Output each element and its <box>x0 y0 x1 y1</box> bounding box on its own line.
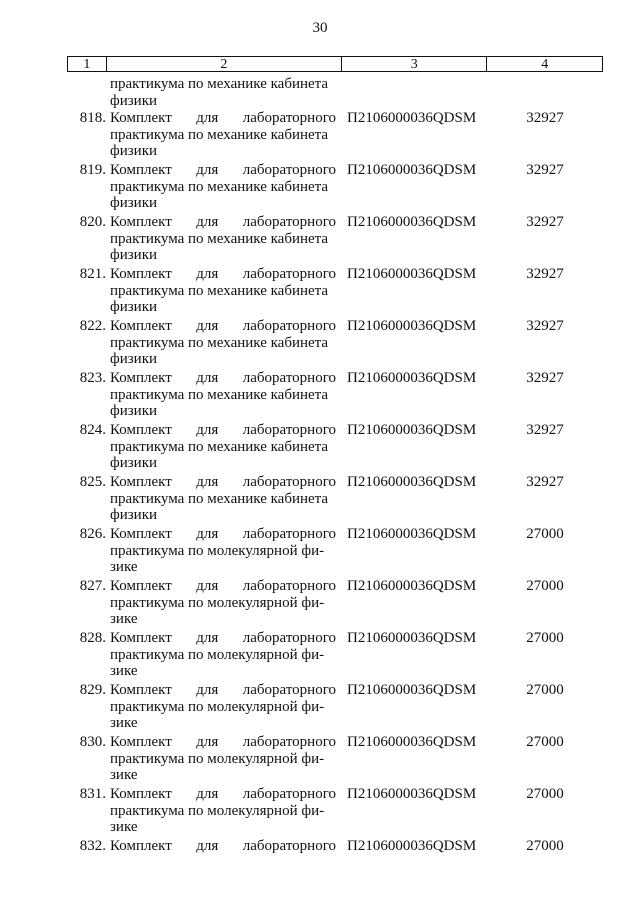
item-name-line <box>110 786 336 803</box>
item-name-word: Комплект <box>110 422 172 438</box>
table-body <box>0 76 640 890</box>
header-col-1: 1 <box>68 57 107 71</box>
item-name-word: Комплект <box>110 474 172 490</box>
item-name <box>110 318 336 368</box>
item-name-word: Комплект <box>110 318 172 334</box>
item-name-word: лабораторного <box>242 682 336 698</box>
table-row <box>0 162 640 214</box>
item-name-word: лабораторного <box>242 422 336 438</box>
header-col-2: 2 <box>107 57 342 71</box>
header-col-3: 3 <box>342 57 487 71</box>
item-number: 830. <box>79 734 106 750</box>
item-code: П2106000036QDSM <box>347 786 477 802</box>
table-row <box>0 786 640 838</box>
item-quantity: 27000 <box>526 734 564 750</box>
table-row <box>0 682 640 734</box>
item-quantity: 32927 <box>526 422 564 438</box>
item-name-line: практикума по механике кабинета <box>110 76 329 92</box>
item-number: 822. <box>79 318 106 334</box>
item-name-word: для <box>196 630 219 646</box>
item-code: П2106000036QDSM <box>347 630 477 646</box>
item-name-line: зике <box>110 559 138 575</box>
item-name-line: практикума по молекулярной фи- <box>110 750 325 767</box>
item-name-line: практикума по механике кабинета <box>110 282 329 299</box>
item-name-word: Комплект <box>110 162 172 178</box>
item-name-line: физики <box>110 247 158 263</box>
item-quantity: 27000 <box>526 526 564 542</box>
item-name-line <box>110 422 336 439</box>
item-name-line <box>110 526 336 543</box>
item-name-line <box>110 682 336 699</box>
item-number: 832. <box>79 838 106 854</box>
item-name-line: физики <box>110 143 158 159</box>
table-row <box>0 734 640 786</box>
item-number: 823. <box>79 370 106 386</box>
item-number: 819. <box>79 162 106 178</box>
item-name-line: практикума по молекулярной фи- <box>110 542 325 559</box>
item-name <box>110 422 336 472</box>
item-name <box>110 734 336 784</box>
item-name-word: лабораторного <box>242 630 336 646</box>
item-code: П2106000036QDSM <box>347 526 477 542</box>
item-quantity: 27000 <box>526 682 564 698</box>
item-name-word: для <box>196 474 219 490</box>
item-name-word: лабораторного <box>242 318 336 334</box>
item-name-line: физики <box>110 455 158 471</box>
item-code: П2106000036QDSM <box>347 214 477 230</box>
table-row <box>0 266 640 318</box>
item-name-line: практикума по молекулярной фи- <box>110 698 325 715</box>
item-code: П2106000036QDSM <box>347 578 477 594</box>
item-quantity: 32927 <box>526 162 564 178</box>
item-name-line <box>110 162 336 179</box>
item-number: 818. <box>79 110 106 126</box>
item-name-word: для <box>196 110 219 126</box>
item-number: 825. <box>79 474 106 490</box>
item-name-word: для <box>196 526 219 542</box>
table-row <box>0 578 640 630</box>
item-quantity: 32927 <box>526 370 564 386</box>
item-name-word: Комплект <box>110 578 172 594</box>
item-name-word: Комплект <box>110 370 172 386</box>
item-name-word: для <box>196 838 219 854</box>
item-name <box>110 578 336 628</box>
item-name-word: для <box>196 370 219 386</box>
item-name-word: Комплект <box>110 682 172 698</box>
item-name-word: для <box>196 422 219 438</box>
item-name-word: Комплект <box>110 526 172 542</box>
item-name-line <box>110 578 336 595</box>
item-name-word: Комплект <box>110 214 172 230</box>
item-name-word: для <box>196 318 219 334</box>
item-name-word: для <box>196 734 219 750</box>
item-name-line: практикума по механике кабинета <box>110 178 329 195</box>
item-code: П2106000036QDSM <box>347 110 477 126</box>
item-name-line <box>110 370 336 387</box>
table-row <box>0 838 640 890</box>
item-code: П2106000036QDSM <box>347 682 477 698</box>
item-quantity: 32927 <box>526 110 564 126</box>
item-name <box>110 526 336 576</box>
item-quantity: 27000 <box>526 630 564 646</box>
item-quantity: 27000 <box>526 838 564 854</box>
item-name-word: лабораторного <box>242 838 336 854</box>
item-name <box>110 110 336 160</box>
table-row <box>0 474 640 526</box>
item-number: 827. <box>79 578 106 594</box>
item-name-line: зике <box>110 715 138 731</box>
item-name-word: Комплект <box>110 110 172 126</box>
item-name-line: физики <box>110 195 158 211</box>
table-row-continuation <box>0 76 640 110</box>
item-name-line: практикума по механике кабинета <box>110 334 329 351</box>
item-name-word: лабораторного <box>242 370 336 386</box>
item-name-line: зике <box>110 611 138 627</box>
item-name-word: лабораторного <box>242 526 336 542</box>
item-name <box>110 162 336 212</box>
item-name-word: лабораторного <box>242 786 336 802</box>
table-rows <box>0 110 640 890</box>
item-name-word: лабораторного <box>242 734 336 750</box>
item-number: 829. <box>79 682 106 698</box>
item-name-word: лабораторного <box>242 162 336 178</box>
item-name-line: физики <box>110 403 158 419</box>
item-quantity: 27000 <box>526 578 564 594</box>
item-name-line <box>110 266 336 283</box>
item-name-word: для <box>196 786 219 802</box>
item-name-line <box>110 110 336 127</box>
item-name-word: лабораторного <box>242 578 336 594</box>
item-code: П2106000036QDSM <box>347 318 477 334</box>
table-row <box>0 630 640 682</box>
item-name-line: практикума по молекулярной фи- <box>110 802 325 819</box>
item-name <box>110 266 336 316</box>
item-name-line: практикума по молекулярной фи- <box>110 646 325 663</box>
item-code: П2106000036QDSM <box>347 370 477 386</box>
item-quantity: 32927 <box>526 266 564 282</box>
item-name <box>110 474 336 524</box>
item-name-word: лабораторного <box>242 110 336 126</box>
item-name-word: Комплект <box>110 266 172 282</box>
header-col-4: 4 <box>541 57 549 72</box>
item-name-line: зике <box>110 663 138 679</box>
item-code: П2106000036QDSM <box>347 162 477 178</box>
item-name <box>110 786 336 836</box>
item-name-line: практикума по механике кабинета <box>110 490 329 507</box>
table-row <box>0 110 640 162</box>
item-name-word: для <box>196 578 219 594</box>
item-name-line: практикума по механике кабинета <box>110 230 329 247</box>
item-name-line: физики <box>110 507 158 523</box>
item-name-word: лабораторного <box>242 214 336 230</box>
item-name-line: физики <box>110 299 158 315</box>
item-name-line <box>110 838 336 855</box>
item-name-line <box>110 214 336 231</box>
item-name <box>110 682 336 732</box>
item-quantity: 32927 <box>526 474 564 490</box>
item-name-word: лабораторного <box>242 474 336 490</box>
item-name-word: лабораторного <box>242 266 336 282</box>
item-name-line <box>110 474 336 491</box>
item-name <box>110 838 336 855</box>
item-name <box>110 76 336 109</box>
item-name-line: зике <box>110 819 138 835</box>
item-name <box>110 630 336 680</box>
item-name-word: для <box>196 162 219 178</box>
table-row <box>0 526 640 578</box>
item-number: 824. <box>79 422 106 438</box>
table-row <box>0 422 640 474</box>
item-name-line: практикума по механике кабинета <box>110 126 329 143</box>
item-name-line: физики <box>110 351 158 367</box>
item-code: П2106000036QDSM <box>347 734 477 750</box>
item-name-word: для <box>196 682 219 698</box>
table-row <box>0 318 640 370</box>
item-code: П2106000036QDSM <box>347 422 477 438</box>
item-name-word: Комплект <box>110 786 172 802</box>
item-number: 820. <box>79 214 106 230</box>
item-name-line: физики <box>110 92 158 109</box>
table-header <box>67 56 603 72</box>
page-number: 30 <box>312 20 328 36</box>
item-name-line: практикума по механике кабинета <box>110 438 329 455</box>
item-number: 828. <box>79 630 106 646</box>
item-name-line <box>110 734 336 751</box>
item-number: 826. <box>79 526 106 542</box>
item-name-word: Комплект <box>110 734 172 750</box>
item-code: П2106000036QDSM <box>347 474 477 490</box>
item-name-line: практикума по молекулярной фи- <box>110 594 325 611</box>
item-code: П2106000036QDSM <box>347 266 477 282</box>
item-quantity: 32927 <box>526 318 564 334</box>
item-number: 831. <box>79 786 106 802</box>
item-name-line <box>110 630 336 647</box>
item-number: 821. <box>79 266 106 282</box>
item-quantity: 27000 <box>526 786 564 802</box>
item-name-line <box>110 318 336 335</box>
item-quantity: 32927 <box>526 214 564 230</box>
item-name-word: для <box>196 214 219 230</box>
table-row <box>0 214 640 266</box>
item-name <box>110 214 336 264</box>
item-name-line: практикума по механике кабинета <box>110 386 329 403</box>
item-name-line: зике <box>110 767 138 783</box>
item-name-word: Комплект <box>110 630 172 646</box>
item-name-word: для <box>196 266 219 282</box>
item-name <box>110 370 336 420</box>
item-name-word: Комплект <box>110 838 172 854</box>
item-code: П2106000036QDSM <box>347 838 477 854</box>
table-row <box>0 370 640 422</box>
